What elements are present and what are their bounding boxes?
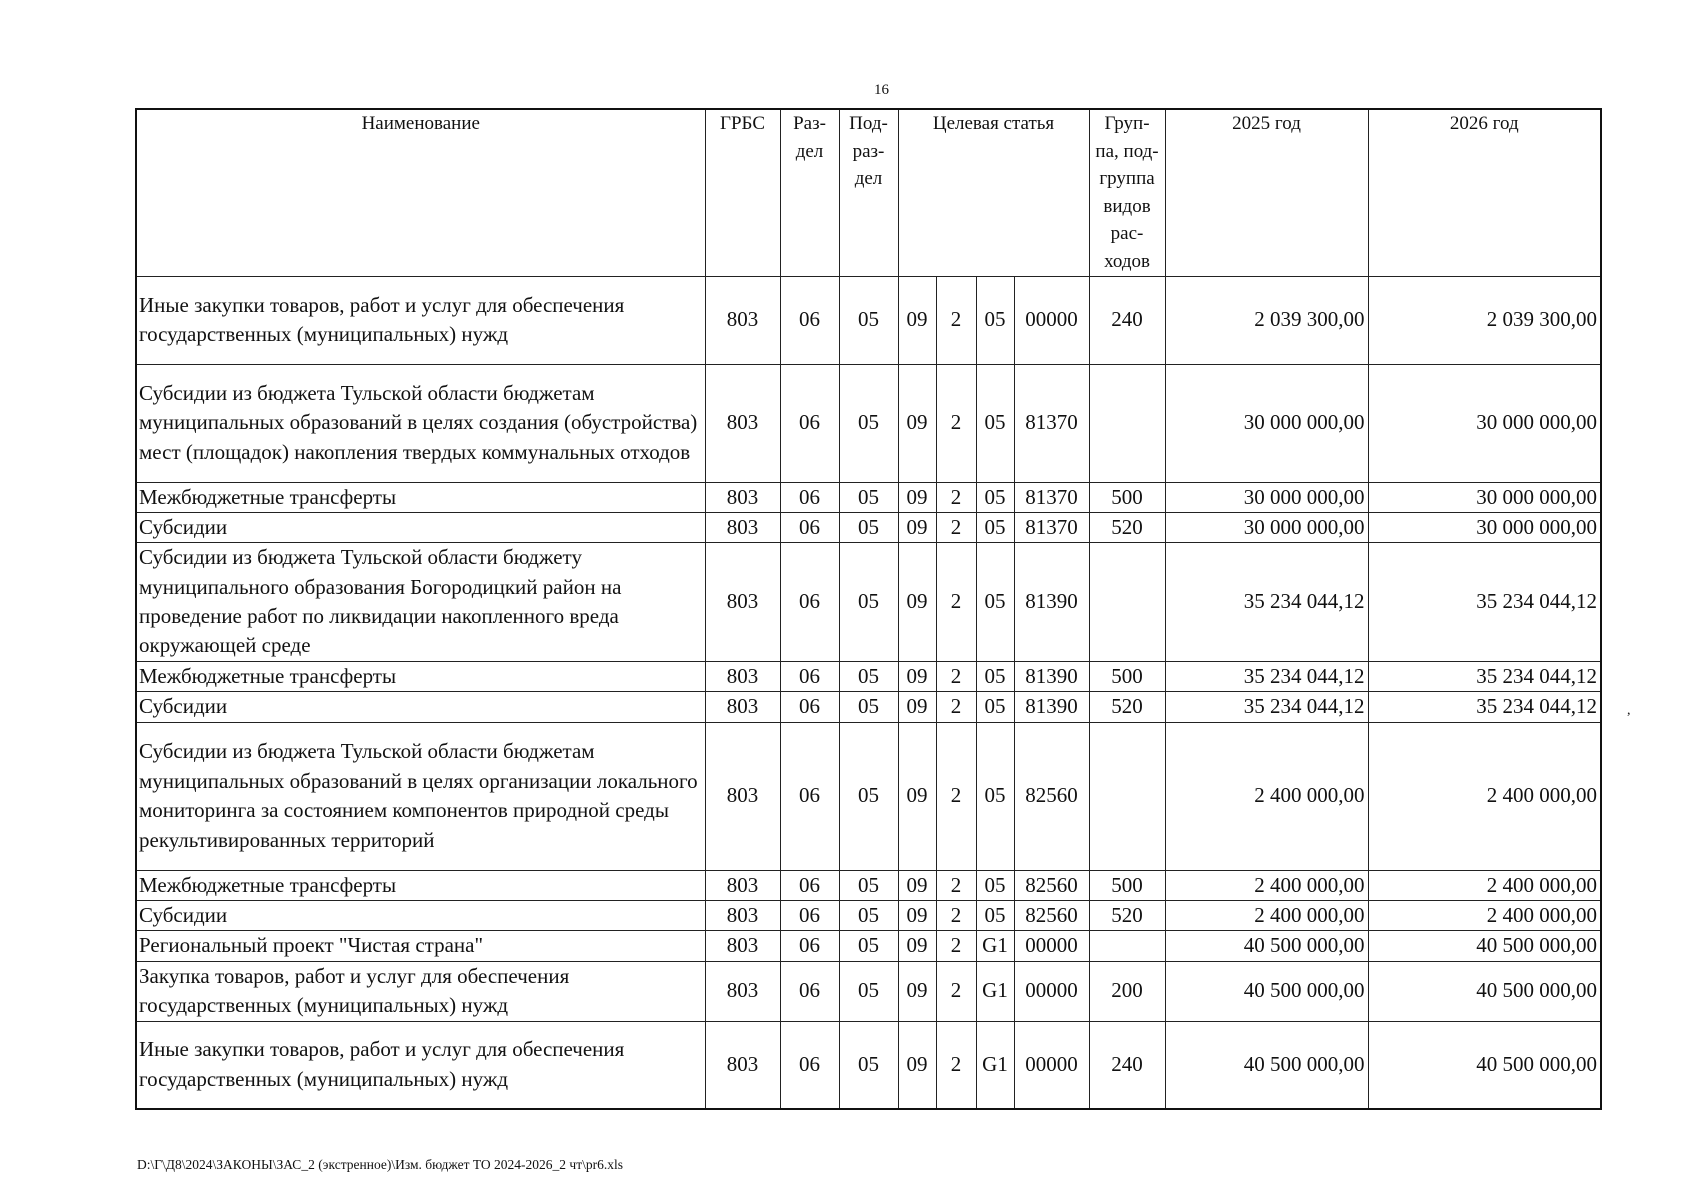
file-path-footer: D:\Г\Д8\2024\ЗАКОНЫ\ЗАС_2 (экстренное)\Изм. бюджет ТО 2024-2026_2 чт\pr6.xls bbox=[137, 1157, 623, 1172]
row-expense-group bbox=[1089, 722, 1165, 870]
row-section: 06 bbox=[780, 722, 839, 870]
row-target-program: 09 bbox=[898, 870, 936, 900]
row-target-direction: 81370 bbox=[1014, 512, 1089, 542]
row-target-type: 2 bbox=[936, 901, 976, 931]
row-target-direction: 00000 bbox=[1014, 1021, 1089, 1109]
row-target-type: 2 bbox=[936, 543, 976, 662]
row-expense-group bbox=[1089, 364, 1165, 482]
row-target-structure: 05 bbox=[976, 692, 1014, 722]
row-grbs: 803 bbox=[705, 961, 780, 1021]
row-name: Межбюджетные трансферты bbox=[136, 482, 705, 512]
row-subsection: 05 bbox=[839, 661, 898, 691]
row-grbs: 803 bbox=[705, 870, 780, 900]
row-subsection: 05 bbox=[839, 931, 898, 961]
row-section: 06 bbox=[780, 364, 839, 482]
row-target-type: 2 bbox=[936, 961, 976, 1021]
table-row bbox=[136, 543, 1601, 662]
row-section: 06 bbox=[780, 512, 839, 542]
row-target-program: 09 bbox=[898, 961, 936, 1021]
row-section: 06 bbox=[780, 661, 839, 691]
row-target-structure: 05 bbox=[976, 543, 1014, 662]
row-amount-2026: 30 000 000,00 bbox=[1368, 364, 1601, 482]
row-amount-2025: 2 400 000,00 bbox=[1165, 870, 1368, 900]
row-expense-group: 240 bbox=[1089, 1021, 1165, 1109]
row-target-program: 09 bbox=[898, 661, 936, 691]
row-subsection: 05 bbox=[839, 961, 898, 1021]
row-amount-2026: 35 234 044,12 bbox=[1368, 661, 1601, 691]
row-amount-2025: 35 234 044,12 bbox=[1165, 543, 1368, 662]
row-amount-2026: 2 400 000,00 bbox=[1368, 901, 1601, 931]
table-row bbox=[136, 722, 1601, 870]
row-amount-2026: 40 500 000,00 bbox=[1368, 931, 1601, 961]
row-name: Субсидии bbox=[136, 512, 705, 542]
row-section: 06 bbox=[780, 901, 839, 931]
header-year-2025: 2025 год bbox=[1165, 109, 1368, 276]
row-target-type: 2 bbox=[936, 692, 976, 722]
row-target-direction: 00000 bbox=[1014, 931, 1089, 961]
row-target-type: 2 bbox=[936, 364, 976, 482]
row-amount-2026: 40 500 000,00 bbox=[1368, 961, 1601, 1021]
header-grbs: ГРБС bbox=[705, 109, 780, 276]
row-name: Закупка товаров, работ и услуг для обеспечения государственных (муниципальных) нужд bbox=[136, 961, 705, 1021]
row-amount-2025: 30 000 000,00 bbox=[1165, 364, 1368, 482]
row-name: Межбюджетные трансферты bbox=[136, 870, 705, 900]
table-row bbox=[136, 364, 1601, 482]
row-name: Субсидии из бюджета Тульской области бюджету муниципального образования Богородицкий район на проведение работ по ликвидации накопленного вреда окружающей среде bbox=[136, 543, 705, 662]
row-expense-group: 240 bbox=[1089, 276, 1165, 364]
row-target-direction: 82560 bbox=[1014, 870, 1089, 900]
row-target-direction: 00000 bbox=[1014, 276, 1089, 364]
row-target-structure: 05 bbox=[976, 661, 1014, 691]
row-amount-2025: 35 234 044,12 bbox=[1165, 692, 1368, 722]
row-amount-2025: 2 400 000,00 bbox=[1165, 722, 1368, 870]
row-target-direction: 82560 bbox=[1014, 722, 1089, 870]
row-name: Субсидии из бюджета Тульской области бюджетам муниципальных образований в целях организации локального мониторинга за состоянием компонентов природной среды рекультивированных территорий bbox=[136, 722, 705, 870]
row-section: 06 bbox=[780, 1021, 839, 1109]
row-target-program: 09 bbox=[898, 364, 936, 482]
table-row bbox=[136, 901, 1601, 931]
row-target-structure: 05 bbox=[976, 364, 1014, 482]
row-target-program: 09 bbox=[898, 722, 936, 870]
row-grbs: 803 bbox=[705, 1021, 780, 1109]
row-expense-group: 500 bbox=[1089, 870, 1165, 900]
row-target-type: 2 bbox=[936, 931, 976, 961]
row-section: 06 bbox=[780, 931, 839, 961]
row-amount-2025: 30 000 000,00 bbox=[1165, 482, 1368, 512]
row-amount-2026: 30 000 000,00 bbox=[1368, 512, 1601, 542]
row-grbs: 803 bbox=[705, 931, 780, 961]
row-grbs: 803 bbox=[705, 692, 780, 722]
row-subsection: 05 bbox=[839, 512, 898, 542]
row-amount-2026: 35 234 044,12 bbox=[1368, 692, 1601, 722]
row-target-program: 09 bbox=[898, 692, 936, 722]
row-subsection: 05 bbox=[839, 276, 898, 364]
header-subsection: Под- раз- дел bbox=[839, 109, 898, 276]
table-body bbox=[136, 276, 1601, 1109]
row-grbs: 803 bbox=[705, 512, 780, 542]
table-row bbox=[136, 512, 1601, 542]
row-target-type: 2 bbox=[936, 512, 976, 542]
row-name: Субсидии bbox=[136, 692, 705, 722]
row-section: 06 bbox=[780, 482, 839, 512]
row-target-direction: 81370 bbox=[1014, 364, 1089, 482]
row-expense-group: 520 bbox=[1089, 901, 1165, 931]
row-amount-2025: 2 400 000,00 bbox=[1165, 901, 1368, 931]
row-target-program: 09 bbox=[898, 512, 936, 542]
row-subsection: 05 bbox=[839, 722, 898, 870]
row-expense-group: 520 bbox=[1089, 692, 1165, 722]
row-target-program: 09 bbox=[898, 931, 936, 961]
row-name: Иные закупки товаров, работ и услуг для обеспечения государственных (муниципальных) нужд bbox=[136, 1021, 705, 1109]
row-name: Региональный проект "Чистая страна" bbox=[136, 931, 705, 961]
row-amount-2026: 35 234 044,12 bbox=[1368, 543, 1601, 662]
row-target-structure: 05 bbox=[976, 512, 1014, 542]
stray-mark: , bbox=[1627, 703, 1631, 718]
row-target-type: 2 bbox=[936, 722, 976, 870]
row-target-program: 09 bbox=[898, 1021, 936, 1109]
row-subsection: 05 bbox=[839, 1021, 898, 1109]
row-subsection: 05 bbox=[839, 692, 898, 722]
row-target-direction: 81390 bbox=[1014, 692, 1089, 722]
row-target-direction: 81390 bbox=[1014, 661, 1089, 691]
row-section: 06 bbox=[780, 543, 839, 662]
row-target-program: 09 bbox=[898, 901, 936, 931]
row-expense-group: 500 bbox=[1089, 482, 1165, 512]
row-expense-group: 520 bbox=[1089, 512, 1165, 542]
row-target-type: 2 bbox=[936, 661, 976, 691]
row-section: 06 bbox=[780, 870, 839, 900]
row-section: 06 bbox=[780, 276, 839, 364]
row-target-structure: 05 bbox=[976, 722, 1014, 870]
row-name: Иные закупки товаров, работ и услуг для обеспечения государственных (муниципальных) нужд bbox=[136, 276, 705, 364]
row-name: Субсидии bbox=[136, 901, 705, 931]
row-subsection: 05 bbox=[839, 364, 898, 482]
row-name: Субсидии из бюджета Тульской области бюджетам муниципальных образований в целях создания (обустройства) мест (площадок) накопления твердых коммунальных отходов bbox=[136, 364, 705, 482]
row-subsection: 05 bbox=[839, 543, 898, 662]
row-amount-2025: 40 500 000,00 bbox=[1165, 961, 1368, 1021]
row-subsection: 05 bbox=[839, 901, 898, 931]
row-target-type: 2 bbox=[936, 482, 976, 512]
row-expense-group bbox=[1089, 543, 1165, 662]
row-target-direction: 81390 bbox=[1014, 543, 1089, 662]
row-subsection: 05 bbox=[839, 870, 898, 900]
row-section: 06 bbox=[780, 961, 839, 1021]
header-year-2026: 2026 год bbox=[1368, 109, 1601, 276]
table-row bbox=[136, 276, 1601, 364]
row-amount-2025: 30 000 000,00 bbox=[1165, 512, 1368, 542]
row-amount-2026: 2 039 300,00 bbox=[1368, 276, 1601, 364]
header-name: Наименование bbox=[136, 109, 705, 276]
header-expense-group: Груп- па, под- группа видов рас- ходов bbox=[1089, 109, 1165, 276]
row-target-program: 09 bbox=[898, 543, 936, 662]
row-grbs: 803 bbox=[705, 276, 780, 364]
row-target-structure: 05 bbox=[976, 870, 1014, 900]
row-grbs: 803 bbox=[705, 543, 780, 662]
row-target-program: 09 bbox=[898, 482, 936, 512]
row-expense-group: 200 bbox=[1089, 961, 1165, 1021]
row-amount-2025: 35 234 044,12 bbox=[1165, 661, 1368, 691]
header-target-article: Целевая статья bbox=[898, 109, 1089, 276]
header-row bbox=[136, 109, 1601, 276]
row-grbs: 803 bbox=[705, 901, 780, 931]
table-row bbox=[136, 1021, 1601, 1109]
row-amount-2026: 2 400 000,00 bbox=[1368, 722, 1601, 870]
budget-table bbox=[135, 108, 1602, 1110]
table-row bbox=[136, 692, 1601, 722]
row-target-type: 2 bbox=[936, 1021, 976, 1109]
row-section: 06 bbox=[780, 692, 839, 722]
row-amount-2026: 30 000 000,00 bbox=[1368, 482, 1601, 512]
row-target-structure: G1 bbox=[976, 1021, 1014, 1109]
row-amount-2025: 40 500 000,00 bbox=[1165, 1021, 1368, 1109]
row-amount-2025: 2 039 300,00 bbox=[1165, 276, 1368, 364]
row-target-direction: 82560 bbox=[1014, 901, 1089, 931]
row-grbs: 803 bbox=[705, 364, 780, 482]
row-target-type: 2 bbox=[936, 276, 976, 364]
row-name: Межбюджетные трансферты bbox=[136, 661, 705, 691]
row-expense-group bbox=[1089, 931, 1165, 961]
page-number: 16 bbox=[874, 82, 889, 98]
table-row bbox=[136, 482, 1601, 512]
row-target-structure: 05 bbox=[976, 276, 1014, 364]
row-target-type: 2 bbox=[936, 870, 976, 900]
table-row bbox=[136, 870, 1601, 900]
table-row bbox=[136, 961, 1601, 1021]
row-amount-2026: 40 500 000,00 bbox=[1368, 1021, 1601, 1109]
header-section: Раз- дел bbox=[780, 109, 839, 276]
row-target-structure: 05 bbox=[976, 482, 1014, 512]
row-target-structure: G1 bbox=[976, 961, 1014, 1021]
row-expense-group: 500 bbox=[1089, 661, 1165, 691]
row-target-program: 09 bbox=[898, 276, 936, 364]
row-target-direction: 81370 bbox=[1014, 482, 1089, 512]
row-target-structure: G1 bbox=[976, 931, 1014, 961]
row-amount-2025: 40 500 000,00 bbox=[1165, 931, 1368, 961]
row-grbs: 803 bbox=[705, 722, 780, 870]
row-grbs: 803 bbox=[705, 661, 780, 691]
table-row bbox=[136, 931, 1601, 961]
row-target-structure: 05 bbox=[976, 901, 1014, 931]
table-row bbox=[136, 661, 1601, 691]
row-grbs: 803 bbox=[705, 482, 780, 512]
row-target-direction: 00000 bbox=[1014, 961, 1089, 1021]
row-amount-2026: 2 400 000,00 bbox=[1368, 870, 1601, 900]
row-subsection: 05 bbox=[839, 482, 898, 512]
